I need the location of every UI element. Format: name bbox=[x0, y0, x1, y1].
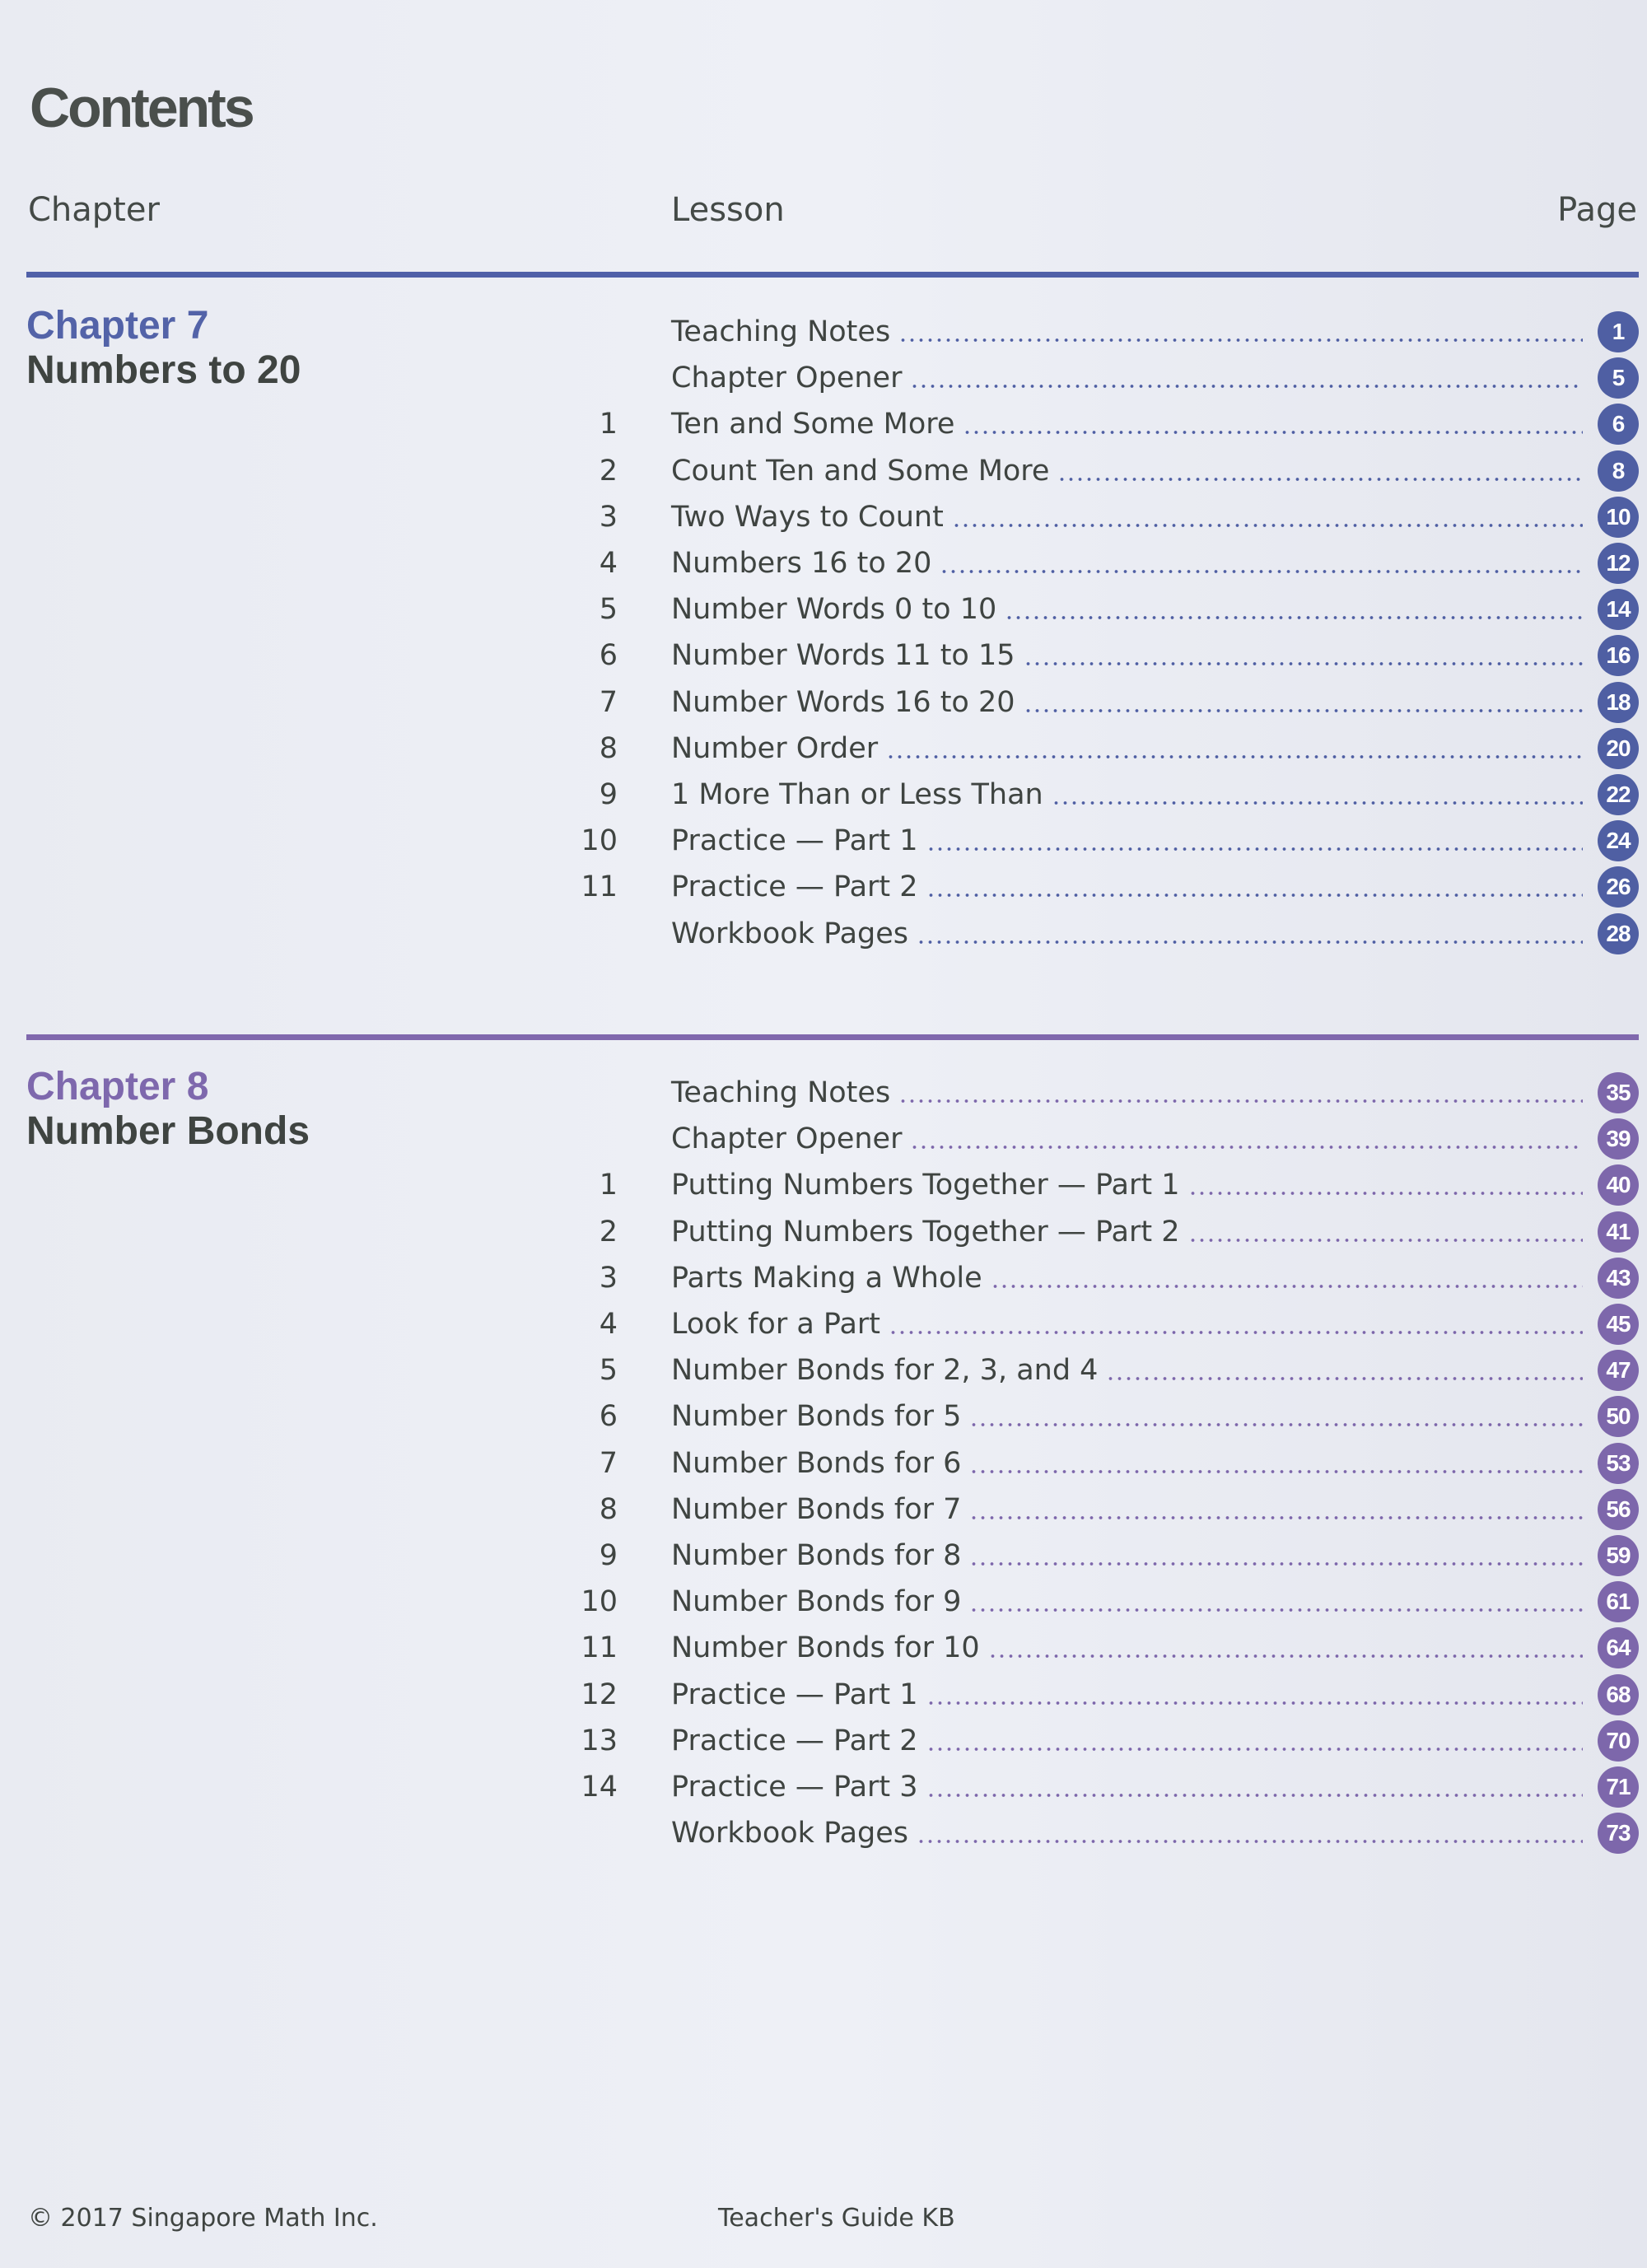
lesson-title[interactable]: Teaching Notes bbox=[671, 1076, 891, 1109]
dot-leader bbox=[1188, 1239, 1584, 1242]
toc-entry[interactable] bbox=[527, 1810, 1639, 1856]
lesson-title[interactable]: Teaching Notes bbox=[671, 315, 891, 348]
toc-entry[interactable] bbox=[527, 1764, 1639, 1810]
page-number-badge[interactable]: 1 bbox=[1598, 311, 1639, 352]
dot-leader bbox=[917, 1840, 1583, 1843]
lesson-title[interactable]: Number Bonds for 2, 3, and 4 bbox=[671, 1354, 1099, 1388]
lesson-number: 1 bbox=[599, 1169, 618, 1202]
page-number-badge[interactable]: 45 bbox=[1598, 1304, 1639, 1345]
page-number-badge[interactable]: 41 bbox=[1598, 1211, 1639, 1253]
column-header-page: Page bbox=[1557, 191, 1637, 229]
lesson-number: 2 bbox=[599, 1215, 618, 1248]
lesson-title[interactable]: Workbook Pages bbox=[671, 917, 909, 950]
dot-leader bbox=[917, 940, 1583, 944]
lesson-number: 1 bbox=[599, 408, 618, 441]
page-number-badge[interactable]: 43 bbox=[1598, 1258, 1639, 1299]
page-number-badge[interactable]: 40 bbox=[1598, 1164, 1639, 1206]
page-number-badge[interactable]: 18 bbox=[1598, 682, 1639, 723]
page-number-badge[interactable]: 56 bbox=[1598, 1489, 1639, 1530]
page-number-badge[interactable]: 73 bbox=[1598, 1813, 1639, 1854]
dot-leader bbox=[1188, 1192, 1584, 1195]
toc-entry[interactable] bbox=[527, 911, 1639, 957]
page-number-badge[interactable]: 59 bbox=[1598, 1535, 1639, 1576]
dot-leader bbox=[898, 1099, 1583, 1103]
page-number-badge[interactable]: 64 bbox=[1598, 1627, 1639, 1668]
column-header-lesson: Lesson bbox=[671, 191, 785, 229]
lesson-number: 5 bbox=[599, 593, 618, 627]
lesson-number: 9 bbox=[599, 778, 618, 811]
dot-leader bbox=[1057, 478, 1583, 481]
toc-entry[interactable] bbox=[527, 632, 1639, 679]
toc-entry[interactable] bbox=[527, 1625, 1639, 1671]
lesson-title[interactable]: Putting Numbers Together — Part 1 bbox=[671, 1169, 1180, 1202]
lesson-number: 10 bbox=[581, 824, 618, 858]
dot-leader bbox=[910, 1146, 1583, 1149]
dot-leader bbox=[963, 431, 1583, 434]
page-number-badge[interactable]: 28 bbox=[1598, 913, 1639, 954]
lesson-title[interactable]: Practice — Part 1 bbox=[671, 824, 918, 858]
page-number-badge[interactable]: 70 bbox=[1598, 1720, 1639, 1762]
dot-leader bbox=[926, 1701, 1583, 1705]
lesson-number: 14 bbox=[581, 1771, 618, 1804]
dot-leader bbox=[969, 1470, 1583, 1473]
lesson-title[interactable]: Practice — Part 2 bbox=[671, 870, 918, 904]
toc-entry[interactable] bbox=[527, 1162, 1639, 1208]
toc-entry[interactable] bbox=[527, 1116, 1639, 1162]
page-number-badge[interactable]: 68 bbox=[1598, 1674, 1639, 1715]
toc-entry[interactable] bbox=[527, 772, 1639, 818]
toc-entry[interactable] bbox=[527, 1070, 1639, 1116]
dot-leader bbox=[886, 755, 1583, 758]
lesson-number: 4 bbox=[599, 547, 618, 580]
toc-entry[interactable] bbox=[527, 1209, 1639, 1255]
dot-leader bbox=[1005, 616, 1583, 619]
lesson-title[interactable]: Chapter Opener bbox=[671, 1122, 903, 1156]
dot-leader bbox=[926, 847, 1583, 851]
lesson-title[interactable]: Number Bonds for 9 bbox=[671, 1585, 962, 1619]
toc-entry[interactable] bbox=[527, 1718, 1639, 1764]
dot-leader bbox=[969, 1608, 1583, 1612]
lesson-number: 2 bbox=[599, 454, 618, 488]
page-number-badge[interactable]: 35 bbox=[1598, 1072, 1639, 1113]
lesson-title[interactable]: 1 More Than or Less Than bbox=[671, 778, 1043, 811]
column-header-chapter: Chapter bbox=[28, 191, 160, 229]
lesson-number: 8 bbox=[599, 731, 618, 765]
chapter-7-name: Numbers to 20 bbox=[26, 348, 301, 392]
lesson-title[interactable]: Number Bonds for 5 bbox=[671, 1400, 962, 1434]
lesson-number: 6 bbox=[599, 639, 618, 673]
lesson-title[interactable]: Number Bonds for 8 bbox=[671, 1539, 962, 1572]
dot-leader bbox=[991, 1285, 1583, 1288]
page-title: Contents bbox=[30, 77, 253, 139]
toc-entry[interactable] bbox=[527, 1486, 1639, 1533]
dot-leader bbox=[926, 894, 1583, 897]
toc-entry[interactable] bbox=[527, 355, 1639, 401]
lesson-number: 7 bbox=[599, 1446, 618, 1480]
lesson-number: 13 bbox=[581, 1724, 618, 1757]
lesson-number: 4 bbox=[599, 1308, 618, 1341]
page-number-badge[interactable]: 6 bbox=[1598, 404, 1639, 445]
lesson-number: 6 bbox=[599, 1400, 618, 1434]
lesson-title[interactable]: Look for a Part bbox=[671, 1308, 881, 1341]
dot-leader bbox=[889, 1331, 1583, 1334]
toc-entry[interactable] bbox=[527, 818, 1639, 864]
dot-leader bbox=[969, 1423, 1583, 1426]
page-number-badge[interactable]: 26 bbox=[1598, 866, 1639, 908]
toc-entry[interactable] bbox=[527, 401, 1639, 447]
toc-entry[interactable] bbox=[527, 309, 1639, 355]
page-number-badge[interactable]: 10 bbox=[1598, 497, 1639, 538]
toc-entry[interactable] bbox=[527, 864, 1639, 910]
lesson-number: 3 bbox=[599, 1261, 618, 1295]
toc-entry[interactable] bbox=[527, 586, 1639, 632]
toc-entry[interactable] bbox=[527, 726, 1639, 772]
lesson-title[interactable]: Putting Numbers Together — Part 2 bbox=[671, 1215, 1180, 1248]
lesson-title[interactable]: Number Order bbox=[671, 731, 879, 765]
dot-leader bbox=[926, 1794, 1583, 1797]
lesson-number: 7 bbox=[599, 685, 618, 719]
lesson-title[interactable]: Number Bonds for 7 bbox=[671, 1492, 962, 1526]
dot-leader bbox=[969, 1516, 1583, 1519]
page-number-badge[interactable]: 8 bbox=[1598, 450, 1639, 492]
lesson-title[interactable]: Number Words 0 to 10 bbox=[671, 593, 997, 627]
dot-leader bbox=[940, 570, 1583, 573]
page-number-badge[interactable]: 24 bbox=[1598, 820, 1639, 861]
chapter-8-divider bbox=[26, 1034, 1639, 1040]
toc-entry[interactable] bbox=[527, 1301, 1639, 1347]
page-number-badge[interactable]: 39 bbox=[1598, 1118, 1639, 1160]
lesson-title[interactable]: Chapter Opener bbox=[671, 362, 903, 395]
lesson-number: 11 bbox=[581, 1631, 618, 1665]
dot-leader bbox=[952, 524, 1583, 527]
dot-leader bbox=[898, 338, 1583, 342]
page-number-badge[interactable]: 5 bbox=[1598, 357, 1639, 399]
lesson-number: 8 bbox=[599, 1492, 618, 1526]
chapter-7-label: Chapter 7 bbox=[26, 304, 209, 348]
toc-entry[interactable] bbox=[527, 1672, 1639, 1718]
toc-entry[interactable] bbox=[527, 1255, 1639, 1301]
page-number-badge[interactable]: 12 bbox=[1598, 543, 1639, 584]
chapter-8-name: Number Bonds bbox=[26, 1109, 310, 1153]
book-title-footer: Teacher's Guide KB bbox=[718, 2204, 955, 2233]
toc-entry[interactable] bbox=[527, 540, 1639, 586]
page-number-badge[interactable]: 16 bbox=[1598, 635, 1639, 676]
toc-entry[interactable] bbox=[527, 448, 1639, 494]
dot-leader bbox=[1024, 662, 1583, 665]
page-number-badge[interactable]: 22 bbox=[1598, 774, 1639, 815]
lesson-title[interactable]: Practice — Part 3 bbox=[671, 1771, 918, 1804]
lesson-title[interactable]: Number Words 16 to 20 bbox=[671, 685, 1015, 719]
lesson-title[interactable]: Ten and Some More bbox=[671, 408, 955, 441]
dot-leader bbox=[1052, 801, 1583, 805]
toc-entry[interactable] bbox=[527, 1347, 1639, 1393]
page-number-badge[interactable]: 14 bbox=[1598, 589, 1639, 630]
dot-leader bbox=[910, 385, 1583, 388]
toc-entry[interactable] bbox=[527, 494, 1639, 540]
toc-entry[interactable] bbox=[527, 1533, 1639, 1579]
lesson-title[interactable]: Number Bonds for 6 bbox=[671, 1446, 962, 1480]
dot-leader bbox=[988, 1654, 1583, 1658]
lesson-number: 11 bbox=[581, 870, 618, 904]
toc-entry[interactable] bbox=[527, 679, 1639, 726]
lesson-title[interactable]: Practice — Part 1 bbox=[671, 1678, 918, 1711]
lesson-title[interactable]: Workbook Pages bbox=[671, 1817, 909, 1850]
page-number-badge[interactable]: 53 bbox=[1598, 1443, 1639, 1484]
dot-leader bbox=[1106, 1377, 1583, 1380]
lesson-title[interactable]: Count Ten and Some More bbox=[671, 454, 1050, 488]
lesson-number: 12 bbox=[581, 1678, 618, 1711]
page-number-badge[interactable]: 47 bbox=[1598, 1350, 1639, 1391]
page-number-badge[interactable]: 61 bbox=[1598, 1581, 1639, 1622]
lesson-title[interactable]: Number Bonds for 10 bbox=[671, 1631, 980, 1665]
toc-entry[interactable] bbox=[527, 1440, 1639, 1486]
lesson-title[interactable]: Parts Making a Whole bbox=[671, 1261, 982, 1295]
chapter-7-divider bbox=[26, 272, 1639, 278]
lesson-title[interactable]: Two Ways to Count bbox=[671, 500, 944, 534]
dot-leader bbox=[1024, 709, 1583, 712]
lesson-number: 10 bbox=[581, 1585, 618, 1619]
lesson-number: 3 bbox=[599, 500, 618, 534]
page-number-badge[interactable]: 20 bbox=[1598, 728, 1639, 769]
lesson-number: 5 bbox=[599, 1354, 618, 1388]
dot-leader bbox=[969, 1562, 1583, 1566]
lesson-title[interactable]: Practice — Part 2 bbox=[671, 1724, 918, 1757]
toc-entry[interactable] bbox=[527, 1393, 1639, 1440]
lesson-title[interactable]: Numbers 16 to 20 bbox=[671, 547, 932, 580]
copyright-text: © 2017 Singapore Math Inc. bbox=[28, 2204, 378, 2233]
page-number-badge[interactable]: 50 bbox=[1598, 1396, 1639, 1437]
lesson-title[interactable]: Number Words 11 to 15 bbox=[671, 639, 1015, 673]
chapter-8-label: Chapter 8 bbox=[26, 1065, 209, 1108]
toc-entry[interactable] bbox=[527, 1579, 1639, 1625]
lesson-number: 9 bbox=[599, 1539, 618, 1572]
page-number-badge[interactable]: 71 bbox=[1598, 1766, 1639, 1808]
dot-leader bbox=[926, 1748, 1583, 1751]
